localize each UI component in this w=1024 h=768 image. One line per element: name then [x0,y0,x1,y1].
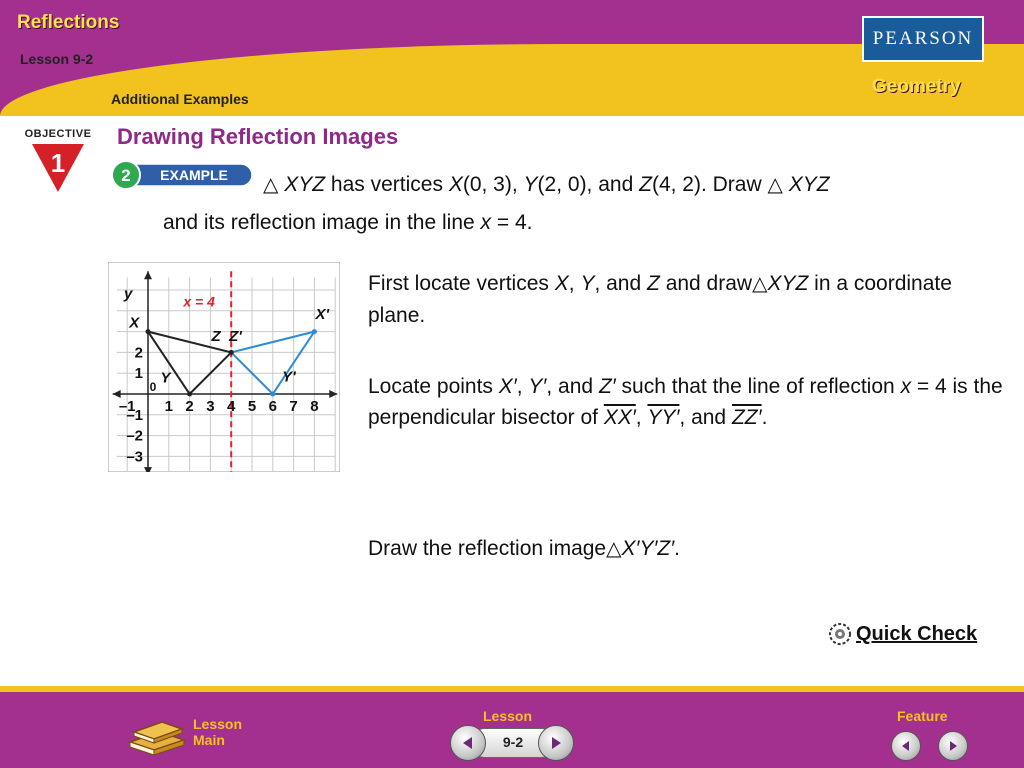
quick-check-icon [828,622,852,646]
x-tick-label: –1 [118,398,136,415]
example-label: EXAMPLE [160,167,228,183]
step-text: Draw the reflection image [368,537,607,560]
step-text: in a coordinate plane. [368,272,952,327]
step-text: , [568,272,575,295]
vertex-point [270,392,275,397]
example-number: 2 [121,166,131,185]
point-label-z: Z [211,327,221,345]
vertex-point [146,329,151,334]
mirror-line-label: x = 4 [183,293,215,310]
step-3-text [368,533,1008,565]
step-text: , and [594,272,642,295]
problem-text: and its reflection image in the line [163,211,475,234]
triangle-icon: △ [606,538,622,560]
objective-number: 1 [50,148,66,178]
arrow-right-icon [548,735,564,751]
point-label-x: X [129,314,140,332]
y-tick-label: 1 [134,365,143,383]
step-text: = 4 is the perpendicular bisector of [368,375,1003,429]
triangle-name: XYZ [284,173,326,196]
line-variable: x [900,375,912,398]
y-tick-label: –3 [126,448,143,466]
objective-label: OBJECTIVE [24,128,92,140]
triangle-name: X′Y′Z′ [621,537,675,560]
x-tick-label: 0 [149,380,157,394]
course-name: Geometry [872,76,961,97]
line-variable: x [480,211,492,234]
reflection-graph [108,262,340,472]
vertex-y: Y [523,173,538,196]
step-text: First locate vertices [368,272,549,295]
objective-badge [20,128,96,198]
vertex-x-coord: (0, 3), [462,173,518,196]
y-axis-label: y [124,285,133,303]
vertex-point [187,392,192,397]
triangle-name: XYZ [788,173,830,196]
vertex-x: X [554,272,569,295]
lesson-main-link[interactable] [193,716,242,748]
triangle-name: XYZ [767,272,809,295]
previous-lesson-button[interactable] [450,725,486,761]
point-label-xp: X' [315,306,330,324]
objective-shield-icon [20,128,96,198]
x-tick-label: 3 [206,398,215,415]
segment-yy-prime: YY′ [647,406,680,429]
feature-nav-label: Feature [897,708,948,724]
x-tick-label: 8 [310,398,319,415]
point-label-yp: Y' [282,368,296,386]
next-feature-button[interactable] [938,731,968,761]
y-tick-label: –2 [126,427,143,445]
triangle-icon: △ [767,174,783,196]
section-title: Drawing Reflection Images [117,124,399,149]
step-text: . [761,406,768,429]
y-tick-label: –1 [126,406,143,424]
quick-check-label[interactable]: Quick Check [856,622,978,645]
step-text: , [635,406,642,429]
problem-text: has vertices [330,173,443,196]
segment-zz-prime: ZZ′ [731,406,762,429]
x-tick-label: 5 [247,398,257,415]
lesson-title: Reflections [17,12,120,33]
x-tick-label: 4 [227,398,236,415]
step-text: such that the line of reflection [621,375,895,398]
books-icon[interactable] [126,712,188,758]
step-text: and draw [665,272,753,295]
lesson-main-label-line2: Main [193,732,225,748]
triangle-icon: △ [752,273,768,295]
previous-feature-button[interactable] [891,731,921,761]
y-tick-label: 2 [134,344,143,362]
lesson-nav-label: Lesson [483,708,533,724]
page-subtitle: Additional Examples [111,91,249,107]
x-tick-label: 1 [164,398,173,415]
header-bar [0,0,1024,116]
step-text: Locate points [368,375,493,398]
arrow-right-icon [946,739,960,753]
point-label-y: Y [160,369,171,387]
vertex-x-prime: X′ [498,375,517,398]
segment-xx-prime: XX′ [603,406,636,429]
vertex-z: Z [647,272,660,295]
x-tick-label: 7 [289,398,298,415]
vertex-point [312,329,317,334]
line-equation: = 4. [496,211,533,234]
lesson-main-label-line1: Lesson [193,716,243,732]
triangle-icon: △ [263,174,279,196]
vertex-y-prime: Y′ [528,375,547,398]
next-lesson-button[interactable] [538,725,574,761]
x-tick-label: 6 [268,398,277,415]
x-tick-label: 2 [185,398,194,415]
lesson-number: Lesson 9-2 [20,51,94,67]
lesson-number-pill-text: 9-2 [502,734,524,750]
step-text: , and [546,375,594,398]
arrow-left-icon [460,735,476,751]
step-2-text [368,371,1008,433]
vertex-y-coord: (2, 0), and [537,173,634,196]
arrow-left-icon [899,739,913,753]
vertex-x: X [448,173,463,196]
step-text: , and [679,406,727,429]
problem-statement [163,166,983,241]
quick-check-link[interactable] [828,622,977,646]
vertex-z-prime: Z′ [598,375,616,398]
vertex-z: Z [639,173,652,196]
point-label-zp: Z' [229,327,242,345]
publisher-logo: PEARSON [862,16,984,62]
vertex-y: Y [580,272,595,295]
step-text: , [516,375,523,398]
step-text: . [674,537,680,560]
vertex-point [229,350,234,355]
vertex-z-coord: (4, 2). Draw [651,173,762,196]
step-1-text [368,268,1008,331]
